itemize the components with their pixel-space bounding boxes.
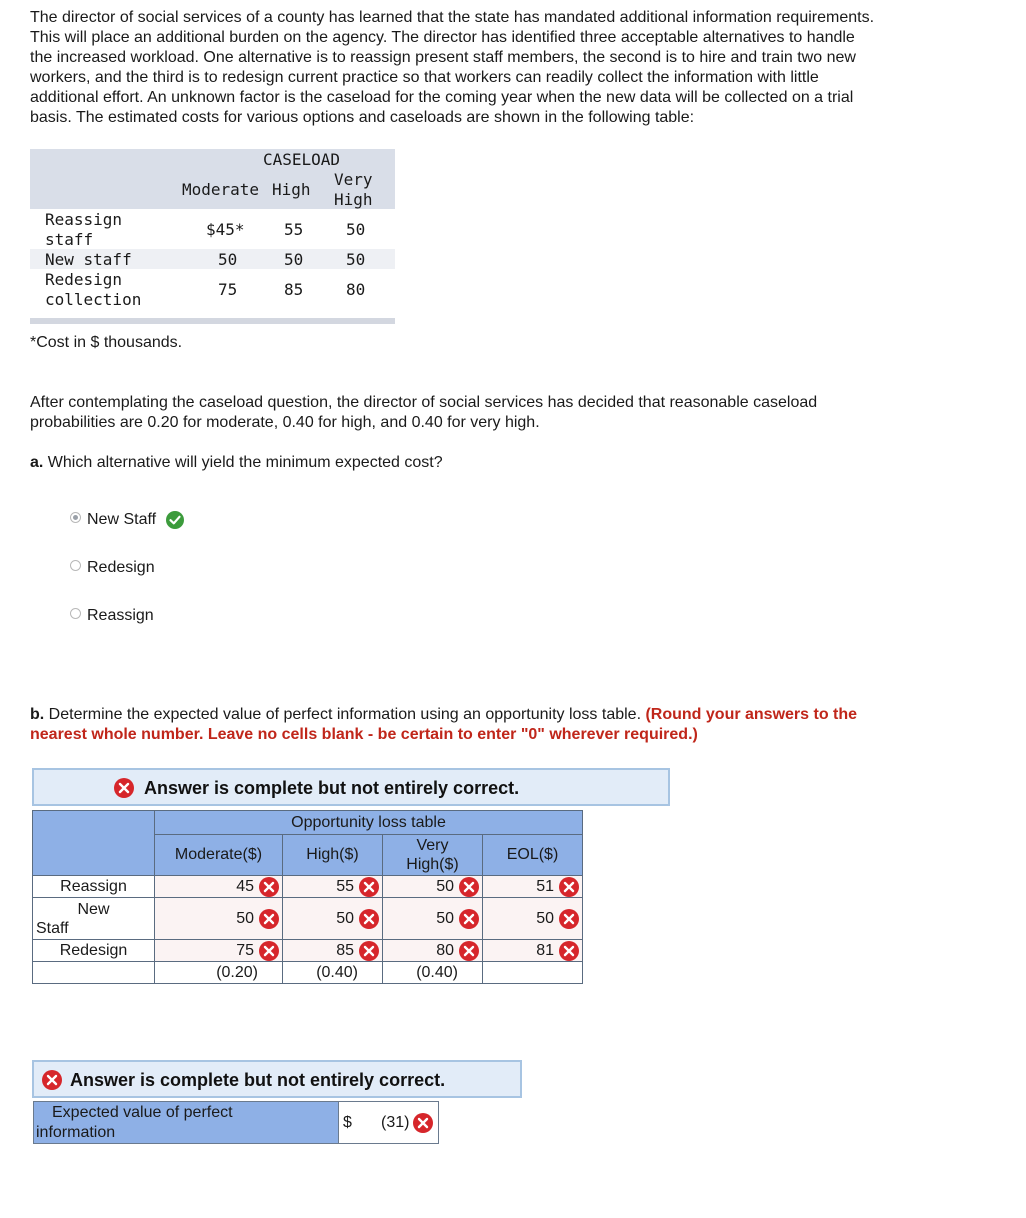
header-eol: EOL($) bbox=[483, 835, 583, 876]
evpi-input[interactable] bbox=[338, 1101, 439, 1144]
option-label[interactable]: Reassign bbox=[87, 607, 154, 624]
cost-cell: 80 bbox=[346, 280, 366, 299]
x-icon bbox=[259, 909, 279, 929]
row-label: Redesign bbox=[45, 270, 123, 289]
cell-value: 80 bbox=[436, 942, 454, 959]
x-icon bbox=[559, 909, 579, 929]
row-label: Reassign bbox=[45, 210, 123, 229]
question-b-instruction: (Round your answers to the bbox=[645, 706, 858, 723]
probabilities-paragraph bbox=[30, 393, 1010, 433]
check-icon bbox=[166, 511, 184, 529]
x-icon bbox=[259, 941, 279, 961]
loss-table-corner bbox=[33, 811, 155, 876]
banner-text: Answer is complete but not entirely correct. bbox=[144, 778, 520, 798]
cost-cell: 75 bbox=[218, 280, 238, 299]
intro-line: The director of social services of a county has learned that the state has mandated additional information requirements. bbox=[30, 9, 875, 26]
loss-cell[interactable] bbox=[383, 940, 483, 962]
loss-cell[interactable] bbox=[155, 940, 283, 962]
col-moderate: Moderate bbox=[182, 180, 260, 199]
loss-cell[interactable] bbox=[383, 898, 483, 940]
row-label-l1: New bbox=[77, 900, 110, 918]
loss-cell[interactable] bbox=[155, 898, 283, 940]
currency-symbol: $ bbox=[343, 1114, 352, 1131]
cell-value: 50 bbox=[236, 910, 254, 927]
cell-value: 85 bbox=[336, 942, 354, 959]
header-very-high-l1: Very bbox=[416, 837, 449, 854]
x-icon bbox=[359, 941, 379, 961]
loss-cell[interactable] bbox=[383, 876, 483, 898]
header-high: High($) bbox=[283, 835, 383, 876]
row-label-reassign: Reassign bbox=[33, 876, 155, 898]
row-label: staff bbox=[45, 230, 94, 249]
radio-button[interactable] bbox=[70, 608, 81, 619]
x-icon bbox=[114, 778, 134, 798]
intro-line: basis. The estimated costs for various options and caseloads are shown in the following table: bbox=[30, 109, 695, 126]
x-icon bbox=[413, 1113, 433, 1133]
prob-row-label bbox=[33, 962, 155, 984]
x-icon bbox=[559, 877, 579, 897]
col-very-high-l1: Very bbox=[334, 170, 373, 189]
col-high: High bbox=[272, 180, 311, 199]
question-a-label: a. bbox=[30, 454, 44, 471]
intro-paragraph bbox=[30, 8, 1010, 128]
question-b-label: b. bbox=[30, 706, 45, 723]
col-very-high-l2: High bbox=[334, 190, 373, 209]
prob-eol bbox=[483, 962, 583, 984]
x-icon bbox=[359, 909, 379, 929]
prob-high: (0.40) bbox=[283, 962, 383, 984]
cell-value: 50 bbox=[436, 910, 454, 927]
cost-cell: 50 bbox=[284, 250, 304, 269]
intro-line: the increased workload. One alternative is to reassign present staff members, the second is to hire and train two new bbox=[30, 49, 856, 66]
question-b-text: Determine the expected value of perfect information using an opportunity loss table. bbox=[48, 706, 642, 723]
banner-text: Answer is complete but not entirely correct. bbox=[70, 1070, 446, 1090]
loss-cell[interactable] bbox=[283, 940, 383, 962]
loss-cell[interactable] bbox=[283, 876, 383, 898]
prob-very-high: (0.40) bbox=[383, 962, 483, 984]
cost-cell: 50 bbox=[346, 220, 366, 239]
cost-cell: 50 bbox=[218, 250, 238, 269]
header-very-high-l2: High($) bbox=[406, 856, 459, 873]
cell-value: 45 bbox=[236, 878, 254, 895]
x-icon bbox=[259, 877, 279, 897]
row-label-new-staff bbox=[33, 898, 155, 940]
row-label: collection bbox=[45, 290, 142, 309]
x-icon bbox=[459, 877, 479, 897]
caseload-title: CASELOAD bbox=[263, 150, 341, 169]
cost-cell: 85 bbox=[284, 280, 304, 299]
loss-table-title: Opportunity loss table bbox=[155, 811, 583, 835]
loss-cell[interactable] bbox=[283, 898, 383, 940]
x-icon bbox=[559, 941, 579, 961]
opportunity-loss-table bbox=[32, 810, 583, 984]
radio-button[interactable] bbox=[70, 560, 81, 571]
loss-cell[interactable] bbox=[155, 876, 283, 898]
header-very-high bbox=[383, 835, 483, 876]
cost-cell: 50 bbox=[346, 250, 366, 269]
eol-cell[interactable] bbox=[483, 940, 583, 962]
header-moderate: Moderate($) bbox=[155, 835, 283, 876]
answer-status-banner-2 bbox=[32, 1060, 522, 1098]
answer-status-banner bbox=[32, 768, 670, 806]
x-icon bbox=[459, 941, 479, 961]
cell-value: 55 bbox=[336, 878, 354, 895]
question-b-instruction-cont: nearest whole number. Leave no cells blank - be certain to enter "0" wherever required.) bbox=[30, 726, 698, 743]
x-icon bbox=[42, 1070, 62, 1090]
eol-cell[interactable] bbox=[483, 876, 583, 898]
x-icon bbox=[459, 909, 479, 929]
question-b bbox=[30, 705, 1015, 745]
option-label[interactable]: New Staff bbox=[87, 511, 157, 528]
eol-cell[interactable] bbox=[483, 898, 583, 940]
evpi-value: (31) bbox=[381, 1114, 410, 1131]
question-a bbox=[30, 453, 443, 473]
row-label: New staff bbox=[45, 250, 132, 269]
cell-value: 50 bbox=[536, 910, 554, 927]
cell-value: 81 bbox=[536, 942, 554, 959]
probabilities-line: probabilities are 0.20 for moderate, 0.40 for high, and 0.40 for very high. bbox=[30, 414, 540, 431]
cost-cell: 55 bbox=[284, 220, 304, 239]
cost-cell: $45* bbox=[206, 220, 245, 239]
probabilities-line: After contemplating the caseload question, the director of social services has decided that reasonable caseload bbox=[30, 394, 818, 411]
intro-line: workers, and the third is to redesign current practice so that workers can readily collect the information with little bbox=[30, 69, 819, 86]
cell-value: 51 bbox=[536, 878, 554, 895]
question-a-text: Which alternative will yield the minimum expected cost? bbox=[47, 454, 443, 471]
table-bottom-bar bbox=[30, 318, 395, 324]
evpi-label-l1: Expected value of perfect bbox=[52, 1104, 233, 1121]
cell-value: 75 bbox=[236, 942, 254, 959]
row-label-l2: Staff bbox=[36, 919, 69, 937]
footnote: *Cost in $ thousands. bbox=[30, 334, 183, 351]
radio-button[interactable] bbox=[70, 512, 81, 523]
evpi-label bbox=[36, 1103, 233, 1143]
option-label[interactable]: Redesign bbox=[87, 559, 155, 576]
intro-line: This will place an additional burden on the agency. The director has identified three acceptable alternatives to handle bbox=[30, 29, 855, 46]
question-b-line bbox=[30, 705, 1015, 725]
x-icon bbox=[359, 877, 379, 897]
intro-line: additional effort. An unknown factor is the caseload for the coming year when the new data will be collected on a trial bbox=[30, 89, 854, 106]
evpi-label-l2: information bbox=[36, 1124, 116, 1141]
row-label-redesign: Redesign bbox=[33, 940, 155, 962]
prob-moderate: (0.20) bbox=[155, 962, 283, 984]
cell-value: 50 bbox=[436, 878, 454, 895]
cell-value: 50 bbox=[336, 910, 354, 927]
